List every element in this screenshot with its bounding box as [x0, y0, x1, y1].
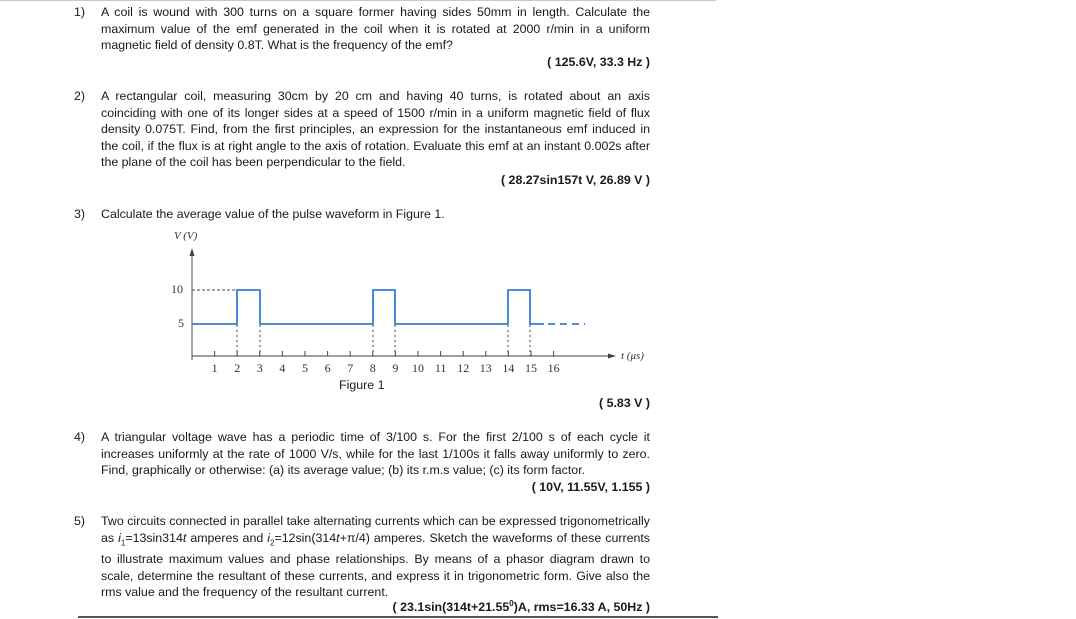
y-axis-label: V (V) [174, 230, 198, 242]
x-tick-label: 8 [369, 361, 376, 375]
current-expression: =13sin314 [125, 530, 183, 545]
x-tick-label: 14 [502, 361, 515, 375]
question-text: Calculate the average value of the pulse waveform in Figure 1. [101, 207, 445, 221]
x-axis-arrow [608, 354, 616, 359]
question-number: 3) [74, 207, 86, 221]
answer-4: ( 10V, 11.55V, 1.155 ) [531, 480, 650, 494]
x-tick-label: 9 [392, 361, 399, 375]
current-subscript: 2 [270, 537, 275, 547]
x-tick-label: 15 [525, 361, 537, 375]
x-tick-label: 13 [479, 361, 492, 375]
time-symbol: t [336, 530, 340, 545]
question-number: 5) [74, 514, 86, 528]
x-tick-label: 7 [347, 361, 354, 375]
answer-part: ( 23.1sin(314t+21.55 [392, 600, 510, 615]
x-tick-label: 3 [256, 361, 263, 375]
answer-3: ( 5.83 V ) [599, 396, 650, 410]
time-symbol: t [182, 530, 187, 545]
answer-2: ( 28.27sin157t V, 26.89 V ) [500, 173, 650, 187]
degree-superscript: 0 [509, 599, 514, 608]
question-text: A coil is wound with 300 turns on a square former having sides 50mm in length. Calculate the maximum value of the emf generated in the coil when it is rotated at 2000 r/min in a uniform magnetic field of density 0.8T. What is the frequency of the emf? [101, 5, 650, 52]
x-tick-label: 12 [457, 361, 470, 375]
figure-caption: Figure 1 [339, 378, 385, 392]
x-tick-label: 6 [324, 361, 331, 375]
answer-5 [393, 599, 650, 614]
question-text: A triangular voltage wave has a periodic time of 3/100 s. For the first 2/100 s of each cycle it increases uniformly at the rate of 1000 V/s, while for the last 1/100s it falls away uniformly to zero. Find, graphically or otherwise: (a) its average value; (b) its r.m.s value; (c) its form factor. [101, 430, 650, 477]
question-text [101, 513, 650, 601]
current-symbol: i [267, 530, 271, 545]
current-expression: =12sin(314 [274, 530, 337, 545]
answer-part: )A, rms=16.33 A, 50Hz ) [513, 600, 650, 615]
x-tick-label: 5 [302, 361, 308, 375]
current-subscript: 1 [120, 537, 126, 547]
question-number: 1) [74, 5, 86, 19]
current-symbol: i [118, 530, 121, 545]
y-tick-label: 5 [178, 316, 184, 330]
x-tick-label: 16 [547, 361, 560, 375]
y-axis-arrow [190, 248, 195, 256]
question-number: 4) [74, 430, 86, 444]
x-tick-label: 1 [211, 361, 218, 375]
pulse-waveform [192, 290, 544, 324]
question-text-part: Two circuits connected in parallel take alternating currents which can be expressed trigonometrically as [101, 514, 650, 545]
x-axis-label: t (μs) [621, 350, 644, 362]
y-tick-label: 10 [171, 282, 183, 296]
question-number: 2) [74, 89, 86, 103]
question-text: A rectangular coil, measuring 30cm by 20 cm and having 40 turns, is rotated about an axis coinciding with one of its longer sides at a speed of 1500 r/min in a uniform magnetic field of flux density 0.075T. Find, from the first principles, an expression for the instantaneous emf induced in the coil, if the flux is at right angle to the axis of rotation. Evaluate this emf at an instant 0.002s after the plane of the coil has been perpendicular to the field. [101, 89, 650, 169]
x-tick-label: 2 [234, 361, 241, 375]
bottom-rule [78, 616, 718, 618]
question-text-part: amperes and [186, 530, 268, 545]
top-rule [0, 0, 716, 1]
question-text-part: +π/4) amperes. Sketch the waveforms of these currents to illustrate maximum values and phase relationships. By means of a phasor diagram drawn to scale, determine the resultant of these currents, and express it in trigonometric form. Give also the rms value and the frequency of the resultant current. [101, 530, 651, 600]
x-tick-label: 10 [412, 361, 424, 375]
answer-1: ( 125.6V, 33.3 Hz ) [547, 55, 650, 69]
x-tick-label: 11 [434, 361, 447, 375]
pulse-waveform-figure [160, 226, 660, 376]
x-tick-label: 4 [279, 361, 286, 375]
x-axis-ticks [212, 351, 560, 375]
